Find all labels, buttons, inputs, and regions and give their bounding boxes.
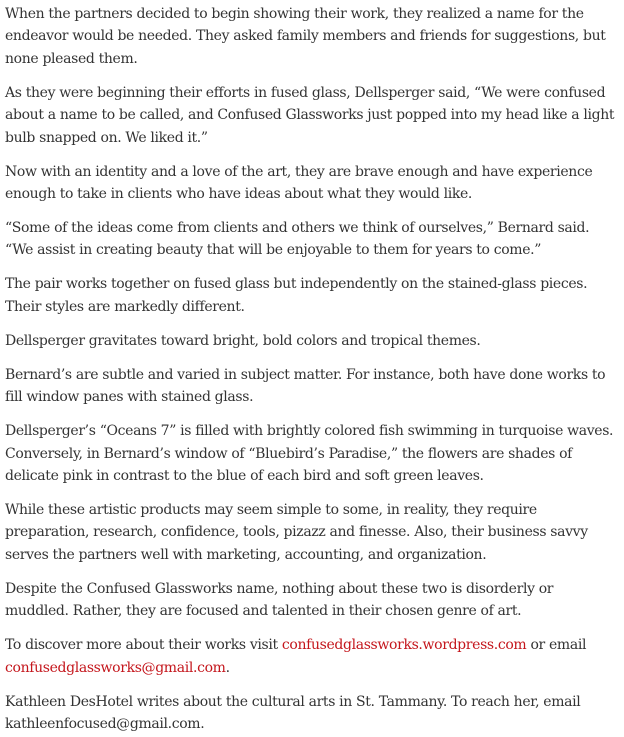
paragraph-author-note: Kathleen DesHotel writes about the cultural arts in St. Tammany. To reach her, email kathleenfocused@gmail.com.	[5, 693, 581, 733]
contact-middle: or email	[526, 637, 587, 654]
paragraph-business-savvy: While these artistic products may seem simple to some, in reality, they require preparation, research, confidence, tools, pizazz and finesse. Also, their business savvy serves the partners well with marketing, accounting, and organization.	[5, 502, 588, 563]
website-link[interactable]: confusedglassworks.wordpress.com	[281, 637, 527, 654]
paragraph-dellsperger-quote: As they were beginning their efforts in fused glass, Dellsperger said, “We were confused about a name to be called, and Confused Glassworks just popped into my head like a light bulb snapped on. We liked it.”	[5, 84, 615, 146]
paragraph-identity: Now with an identity and a love of the art, they are brave enough and have experience enough to take in clients who have ideas about what they would like.	[5, 163, 593, 203]
paragraph-name-origin: When the partners decided to begin showing their work, they realized a name for the endeavor would be needed. They asked family members and friends for suggestions, but none pleased them.	[5, 6, 606, 67]
paragraph-bernard-quote: “Some of the ideas come from clients and others we think of ourselves,” Bernard said. “We assist in creating beauty that will be enjoyable to them for years to come.”	[5, 220, 590, 259]
email-link[interactable]: confusedglassworks@gmail.com	[5, 659, 226, 676]
paragraph-window-works: Dellsperger’s “Oceans 7” is filled with brightly colored fish swimming in turquoise waves. Conversely, in Bernard’s window of “Bluebird’s Paradise,” the flowers are shades of delicate pink in contrast to the blue of each bird and soft green leaves.	[5, 423, 614, 485]
paragraph-work-styles: The pair works together on fused glass but independently on the stained-glass pieces. Their styles are markedly different.	[5, 276, 588, 315]
contact-suffix: .	[225, 659, 230, 676]
paragraph-contact	[5, 634, 620, 679]
contact-prefix: To discover more about their works visit	[5, 637, 282, 654]
paragraph-bernard-subjects: Bernard’s are subtle and varied in subject matter. For instance, both have done works to fill window panes with stained glass.	[5, 366, 606, 406]
paragraph-dellsperger-colors: Dellsperger gravitates toward bright, bold colors and tropical themes.	[5, 332, 481, 349]
paragraph-focused-talent: Despite the Confused Glassworks name, nothing about these two is disorderly or muddled. Rather, they are focused and talented in their chosen genre of art.	[5, 580, 554, 620]
